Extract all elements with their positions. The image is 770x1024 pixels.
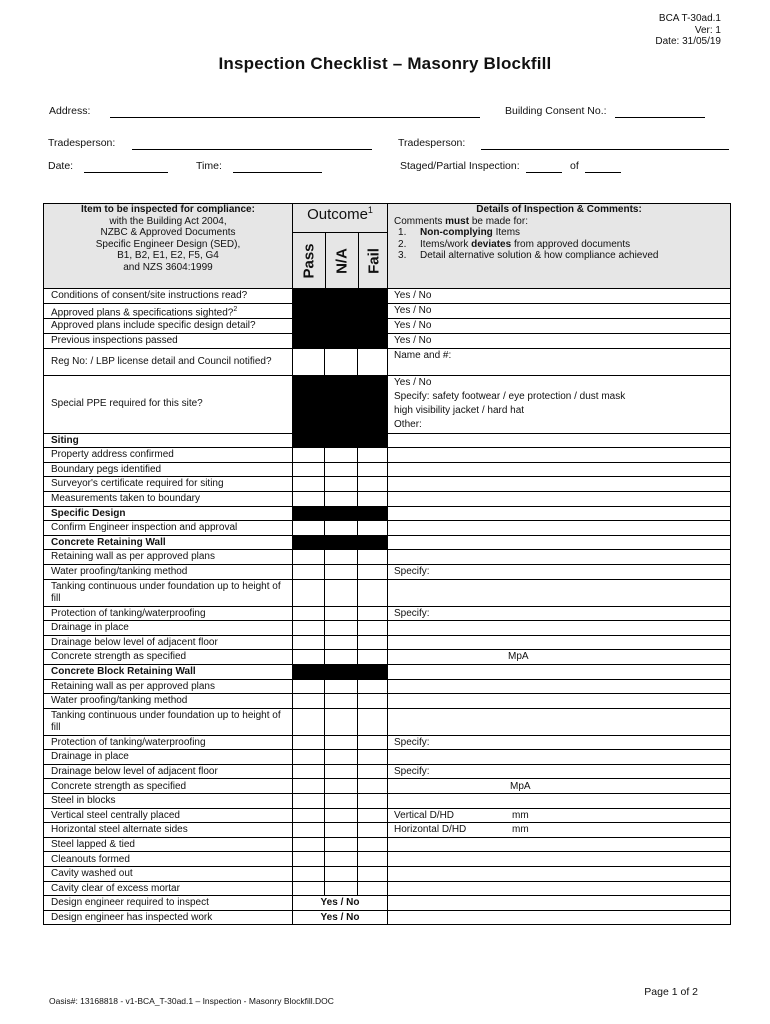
fail-checkbox[interactable] — [358, 779, 388, 794]
item-cell: Previous inspections passed — [44, 334, 293, 349]
comment-cell[interactable] — [388, 462, 731, 477]
fail-checkbox[interactable] — [358, 794, 388, 809]
comment-cell[interactable]: Yes / No — [388, 334, 731, 349]
table-row — [44, 837, 731, 852]
fail-checkbox[interactable] — [358, 550, 388, 565]
fail-checkbox[interactable] — [358, 823, 388, 838]
table-row — [44, 881, 731, 896]
na-checkbox[interactable] — [325, 808, 358, 823]
yes-no-selector[interactable]: Yes / No — [293, 896, 388, 911]
pass-checkbox[interactable] — [293, 823, 325, 838]
table-row — [44, 735, 731, 750]
consent-number-field[interactable] — [615, 117, 705, 118]
pass-checkbox[interactable] — [293, 477, 325, 492]
table-row — [44, 896, 731, 911]
na-checkbox[interactable] — [325, 579, 358, 606]
na-checkbox[interactable] — [325, 852, 358, 867]
table-row — [44, 764, 731, 779]
table-row — [44, 375, 731, 433]
comment-cell[interactable] — [388, 837, 731, 852]
na-checkbox[interactable] — [325, 348, 358, 375]
na-checkbox[interactable] — [325, 679, 358, 694]
document-date: Date: 31/05/19 — [655, 36, 721, 47]
section-row — [44, 535, 731, 550]
fail-checkbox[interactable] — [358, 650, 388, 665]
fail-checkbox[interactable] — [358, 867, 388, 882]
fail-column-header: Fail — [358, 232, 388, 288]
item-header-line: NZBC & Approved Documents — [100, 227, 236, 238]
item-cell: Approved plans include specific design detail? — [44, 319, 293, 334]
item-cell: Water proofing/tanking method — [44, 694, 293, 709]
table-row — [44, 635, 731, 650]
section-heading: Siting — [44, 433, 293, 448]
table-row — [44, 679, 731, 694]
section-row — [44, 664, 731, 679]
item-cell: Protection of tanking/waterproofing — [44, 606, 293, 621]
item-header-line: with the Building Act 2004, — [109, 215, 227, 227]
item-cell: Surveyor's certificate required for siting — [44, 477, 293, 492]
comment-cell[interactable] — [388, 910, 731, 925]
na-column-header: N/A — [325, 232, 358, 288]
item-cell: Cavity clear of excess mortar — [44, 881, 293, 896]
na-checkbox[interactable] — [325, 779, 358, 794]
comment-cell[interactable]: Name and #: — [388, 348, 731, 375]
table-row — [44, 621, 731, 636]
table-row — [44, 794, 731, 809]
pass-checkbox[interactable] — [293, 764, 325, 779]
tradesperson-field-1[interactable] — [132, 149, 372, 150]
na-checkbox[interactable] — [325, 837, 358, 852]
item-cell: Measurements taken to boundary — [44, 491, 293, 506]
fail-checkbox[interactable] — [358, 881, 388, 896]
time-field[interactable] — [233, 172, 322, 173]
item-column-header — [44, 204, 293, 289]
item-cell: Design engineer required to inspect — [44, 896, 293, 911]
comments-list-item: 3. Detail alternative solution & how compliance achieved — [398, 250, 659, 261]
fail-checkbox[interactable] — [358, 764, 388, 779]
item-cell: Tanking continuous under foundation up to height of fill — [44, 708, 293, 735]
section-heading: Concrete Retaining Wall — [44, 535, 293, 550]
table-row — [44, 477, 731, 492]
time-label: Time: — [196, 160, 222, 172]
fail-checkbox[interactable] — [358, 564, 388, 579]
comment-cell[interactable] — [388, 448, 731, 463]
table-header-row — [44, 204, 731, 289]
page-title: Inspection Checklist – Masonry Blockfill — [218, 54, 552, 73]
item-cell: Drainage below level of adjacent floor — [44, 635, 293, 650]
table-row — [44, 550, 731, 565]
na-checkbox[interactable] — [325, 491, 358, 506]
item-cell: Boundary pegs identified — [44, 462, 293, 477]
comment-cell[interactable] — [388, 750, 731, 765]
na-checkbox[interactable] — [325, 289, 358, 304]
item-cell: Steel lapped & tied — [44, 837, 293, 852]
fail-checkbox[interactable] — [358, 579, 388, 606]
table-row — [44, 462, 731, 477]
pass-checkbox[interactable] — [293, 621, 325, 636]
pass-checkbox[interactable] — [293, 852, 325, 867]
page-number: Page 1 of 2 — [644, 986, 698, 998]
comment-cell[interactable] — [388, 621, 731, 636]
comment-cell[interactable] — [388, 635, 731, 650]
na-checkbox[interactable] — [325, 794, 358, 809]
item-header-line: B1, B2, E1, E2, F5, G4 — [117, 250, 219, 261]
fail-checkbox[interactable] — [358, 448, 388, 463]
section-row — [44, 506, 731, 521]
item-cell: Design engineer has inspected work — [44, 910, 293, 925]
na-checkbox[interactable] — [325, 564, 358, 579]
table-row — [44, 491, 731, 506]
na-checkbox[interactable] — [325, 764, 358, 779]
na-checkbox[interactable] — [325, 621, 358, 636]
pass-checkbox[interactable] — [293, 289, 325, 304]
comment-cell[interactable]: MpA — [388, 650, 731, 665]
outcome-title: Outcome$^1$ — [307, 205, 373, 223]
document-version: Ver: 1 — [694, 24, 721, 36]
comment-cell[interactable]: Specify: — [388, 735, 731, 750]
na-checkbox[interactable] — [325, 694, 358, 709]
pass-checkbox[interactable] — [293, 779, 325, 794]
na-checkbox[interactable] — [325, 650, 358, 665]
na-checkbox[interactable] — [325, 708, 358, 735]
comment-cell[interactable]: Horizontal D/HD mm — [388, 823, 731, 838]
pass-checkbox[interactable] — [293, 837, 325, 852]
fail-checkbox[interactable] — [358, 621, 388, 636]
comment-cell[interactable]: Specify: — [388, 764, 731, 779]
table-row — [44, 348, 731, 375]
yes-no-selector[interactable]: Yes / No — [293, 910, 388, 925]
pass-column-header: Pass — [293, 232, 325, 288]
comment-cell[interactable]: Yes / No — [388, 289, 731, 304]
na-checkbox[interactable] — [325, 477, 358, 492]
comment-cell[interactable]: Specify: — [388, 606, 731, 621]
pass-checkbox[interactable] — [293, 303, 325, 319]
fail-checkbox[interactable] — [358, 289, 388, 304]
comment-cell[interactable] — [388, 550, 731, 565]
pass-checkbox[interactable] — [293, 808, 325, 823]
pass-checkbox[interactable] — [293, 375, 325, 433]
tradesperson-label-2: Tradesperson: — [398, 137, 466, 149]
fail-checkbox[interactable] — [358, 750, 388, 765]
table-row — [44, 808, 731, 823]
table-row — [44, 694, 731, 709]
table-row — [44, 521, 731, 536]
document-meta — [655, 13, 721, 48]
na-checkbox[interactable] — [325, 448, 358, 463]
fail-checkbox[interactable] — [358, 319, 388, 334]
pass-checkbox[interactable] — [293, 750, 325, 765]
comment-cell[interactable] — [388, 852, 731, 867]
table-row — [44, 852, 731, 867]
comment-cell[interactable] — [388, 694, 731, 709]
fail-checkbox[interactable] — [358, 837, 388, 852]
table-row — [44, 448, 731, 463]
na-checkbox[interactable] — [325, 867, 358, 882]
item-cell: Concrete strength as specified — [44, 650, 293, 665]
item-cell: Retaining wall as per approved plans — [44, 679, 293, 694]
item-cell: Water proofing/tanking method — [44, 564, 293, 579]
na-checkbox[interactable] — [325, 823, 358, 838]
comment-cell[interactable] — [388, 491, 731, 506]
fail-checkbox[interactable] — [358, 303, 388, 319]
comment-cell[interactable] — [388, 881, 731, 896]
item-cell: Protection of tanking/waterproofing — [44, 735, 293, 750]
pass-checkbox[interactable] — [293, 650, 325, 665]
item-cell: Drainage below level of adjacent floor — [44, 764, 293, 779]
details-column-header — [388, 204, 731, 289]
staged-inspection-label: Staged/Partial Inspection: — [400, 160, 520, 172]
of-label: of — [570, 160, 579, 172]
na-checkbox[interactable] — [325, 750, 358, 765]
item-cell: Drainage in place — [44, 750, 293, 765]
fail-checkbox[interactable] — [358, 708, 388, 735]
item-cell: Special PPE required for this site? — [44, 375, 293, 433]
table-row — [44, 289, 731, 304]
table-row — [44, 303, 731, 319]
comment-cell[interactable] — [388, 579, 731, 606]
na-checkbox[interactable] — [325, 319, 358, 334]
table-row — [44, 779, 731, 794]
pass-checkbox[interactable] — [293, 334, 325, 349]
na-checkbox[interactable] — [325, 635, 358, 650]
pass-checkbox[interactable] — [293, 635, 325, 650]
pass-checkbox[interactable] — [293, 448, 325, 463]
comment-cell[interactable]: Vertical D/HD mm — [388, 808, 731, 823]
pass-checkbox[interactable] — [293, 348, 325, 375]
document-reference: Oasis#: 13168818 - v1-BCA_T-30ad.1 – Inspection - Masonry Blockfill.DOC — [49, 996, 334, 1006]
comments-instruction: Comments must be made for: — [394, 215, 528, 227]
pass-checkbox[interactable] — [293, 606, 325, 621]
pass-checkbox[interactable] — [293, 881, 325, 896]
comments-list-item: 1. Non-complying Items — [398, 227, 521, 238]
pass-checkbox[interactable] — [293, 550, 325, 565]
pass-checkbox[interactable] — [293, 679, 325, 694]
table-row — [44, 650, 731, 665]
pass-checkbox[interactable] — [293, 319, 325, 334]
comment-cell[interactable] — [388, 896, 731, 911]
comment-cell[interactable] — [388, 521, 731, 536]
fail-checkbox[interactable] — [358, 852, 388, 867]
pass-checkbox[interactable] — [293, 521, 325, 536]
table-row — [44, 606, 731, 621]
table-row — [44, 334, 731, 349]
fail-checkbox[interactable] — [358, 808, 388, 823]
item-cell: Property address confirmed — [44, 448, 293, 463]
comment-cell[interactable]: Specify: — [388, 564, 731, 579]
na-checkbox[interactable] — [325, 462, 358, 477]
fail-checkbox[interactable] — [358, 679, 388, 694]
pass-checkbox[interactable] — [293, 867, 325, 882]
na-checkbox[interactable] — [325, 881, 358, 896]
fail-checkbox[interactable] — [358, 348, 388, 375]
tradesperson-field-2[interactable] — [481, 149, 729, 150]
table-row — [44, 867, 731, 882]
item-cell: Confirm Engineer inspection and approval — [44, 521, 293, 536]
item-cell: Steel in blocks — [44, 794, 293, 809]
pass-checkbox[interactable] — [293, 564, 325, 579]
table-row — [44, 823, 731, 838]
fail-checkbox[interactable] — [358, 477, 388, 492]
na-checkbox[interactable] — [325, 606, 358, 621]
item-cell: Retaining wall as per approved plans — [44, 550, 293, 565]
pass-checkbox[interactable] — [293, 491, 325, 506]
pass-checkbox[interactable] — [293, 462, 325, 477]
comment-cell[interactable] — [388, 477, 731, 492]
item-cell: Drainage in place — [44, 621, 293, 636]
item-cell: Vertical steel centrally placed — [44, 808, 293, 823]
section-heading: Specific Design — [44, 506, 293, 521]
comment-cell[interactable]: Yes / No — [388, 303, 731, 319]
item-cell: Reg No: / LBP license detail and Council notified? — [44, 348, 293, 375]
consent-label: Building Consent No.: — [505, 105, 607, 117]
document-code: BCA T-30ad.1 — [658, 13, 721, 24]
fail-checkbox[interactable] — [358, 694, 388, 709]
table-row — [44, 708, 731, 735]
item-header-line: Item to be inspected for compliance: — [81, 204, 255, 215]
na-checkbox[interactable] — [325, 735, 358, 750]
fail-checkbox[interactable] — [358, 606, 388, 621]
fail-checkbox[interactable] — [358, 375, 388, 433]
na-checkbox[interactable] — [325, 303, 358, 319]
section-heading: Concrete Block Retaining Wall — [44, 664, 293, 679]
date-label: Date: — [48, 160, 74, 172]
table-row — [44, 564, 731, 579]
comment-cell[interactable] — [388, 708, 731, 735]
item-cell: Cleanouts formed — [44, 852, 293, 867]
comment-cell[interactable] — [388, 867, 731, 882]
table-row — [44, 579, 731, 606]
na-checkbox[interactable] — [325, 521, 358, 536]
details-title: Details of Inspection & Comments: — [476, 204, 642, 215]
item-cell: Tanking continuous under foundation up to height of fill — [44, 579, 293, 606]
item-cell: Horizontal steel alternate sides — [44, 823, 293, 838]
item-header-line: Specific Engineer Design (SED), — [95, 238, 241, 250]
comment-cell[interactable] — [388, 679, 731, 694]
date-field[interactable] — [84, 172, 168, 173]
fail-checkbox[interactable] — [358, 334, 388, 349]
comment-cell[interactable]: Yes / No Specify: safety footwear / eye protection / dust mask high visibility jacket / hard hat Other: — [388, 375, 731, 433]
table-row — [44, 319, 731, 334]
fail-checkbox[interactable] — [358, 491, 388, 506]
item-cell: Conditions of consent/site instructions read? — [44, 289, 293, 304]
section-row — [44, 433, 731, 448]
comment-cell[interactable]: Yes / No — [388, 319, 731, 334]
fail-checkbox[interactable] — [358, 462, 388, 477]
staged-inspection-number-field[interactable] — [526, 172, 562, 173]
pass-checkbox[interactable] — [293, 694, 325, 709]
item-cell: Cavity washed out — [44, 867, 293, 882]
pass-checkbox[interactable] — [293, 579, 325, 606]
comment-cell[interactable]: MpA — [388, 779, 731, 794]
pass-checkbox[interactable] — [293, 794, 325, 809]
na-checkbox[interactable] — [325, 334, 358, 349]
tradesperson-label-1: Tradesperson: — [48, 137, 116, 149]
comments-list-item: 2. Items/work deviates from approved documents — [398, 238, 631, 250]
item-header-line: and NZS 3604:1999 — [123, 261, 213, 273]
pass-checkbox[interactable] — [293, 708, 325, 735]
comment-cell[interactable] — [388, 794, 731, 809]
fail-checkbox[interactable] — [358, 735, 388, 750]
table-row — [44, 750, 731, 765]
address-label: Address: — [49, 105, 91, 117]
table-row — [44, 910, 731, 925]
fail-checkbox[interactable] — [358, 521, 388, 536]
staged-inspection-total-field[interactable] — [585, 172, 621, 173]
outcome-column-header — [293, 204, 388, 289]
pass-checkbox[interactable] — [293, 735, 325, 750]
na-checkbox[interactable] — [325, 375, 358, 433]
item-cell: Concrete strength as specified — [44, 779, 293, 794]
fail-checkbox[interactable] — [358, 635, 388, 650]
address-field[interactable] — [110, 117, 480, 118]
inspection-checklist-table — [43, 203, 731, 925]
na-checkbox[interactable] — [325, 550, 358, 565]
item-cell: Approved plans & specifications sighted?$^2$ — [44, 303, 293, 319]
